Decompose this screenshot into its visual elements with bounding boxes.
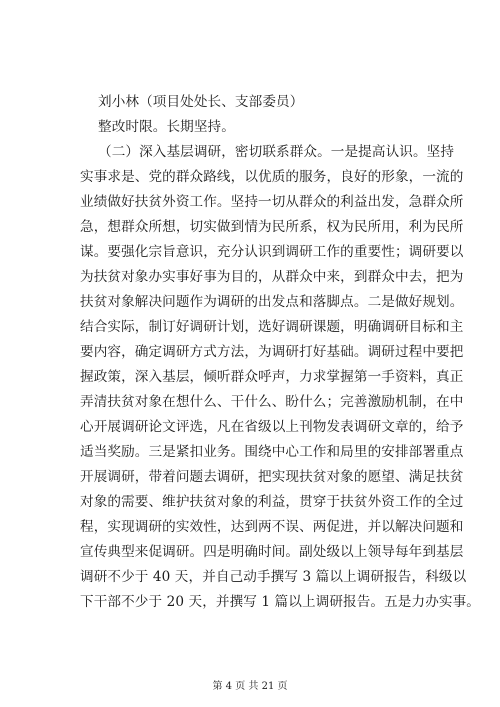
paragraph-line: 握政策，深入基层，倾听群众呼声，力求掌握第一手资料，真正	[80, 369, 464, 385]
paragraph-line: 适当奖励。三是紧扣业务。围绕中心工作和局里的安排部署重点	[80, 444, 464, 460]
paragraph-line: 业绩做好扶贫外资工作。坚持一切从群众的利益出发，急群众所	[80, 194, 464, 210]
paragraph-line: 弄清扶贫对象在想什么、干什么、盼什么；完善激励机制，在中	[80, 394, 464, 410]
paragraph-line: 扶贫对象解决问题作为调研的出发点和落脚点。二是做好规划。	[80, 294, 464, 310]
paragraph-line: 急，想群众所想，切实做到情为民所系，权为民所用，利为民所	[80, 219, 464, 235]
deadline-line: 整改时限。长期坚持。	[98, 119, 235, 135]
section-heading-line: （二）深入基层调研，密切联系群众。一是提高认识。坚持	[98, 144, 455, 160]
paragraph-line: 实事求是、党的群众路线，以优质的服务，良好的形象，一流的	[80, 169, 464, 185]
responsible-person-line: 刘小林（项目处处长、支部委员）	[98, 94, 304, 110]
page-number-footer: 第 4 页 共 21 页	[212, 681, 288, 692]
paragraph-line: 调研不少于 40 天，并自己动手撰写 3 篇以上调研报告，科级以	[80, 569, 467, 585]
paragraph-line: 开展调研，带着问题去调研，把实现扶贫对象的愿望、满足扶贫	[80, 469, 464, 485]
paragraph-line: 结合实际，制订好调研计划，选好调研课题，明确调研目标和主	[80, 319, 464, 335]
paragraph-line: 下干部不少于 20 天，并撰写 1 篇以上调研报告。五是力办实事。	[80, 594, 480, 610]
paragraph-line: 谋。要强化宗旨意识，充分认识到调研工作的重要性；调研要以	[80, 244, 464, 260]
paragraph-line: 程，实现调研的实效性，达到两不误、两促进，并以解决问题和	[80, 519, 464, 535]
paragraph-line: 对象的需要、维护扶贫对象的利益，贯穿于扶贫外资工作的全过	[80, 494, 464, 510]
paragraph-line: 为扶贫对象办实事好事为目的，从群众中来，到群众中去，把为	[80, 269, 464, 285]
paragraph-line: 要内容，确定调研方式方法，为调研打好基础。调研过程中要把	[80, 344, 464, 360]
paragraph-line: 心开展调研论文评选，凡在省级以上刊物发表调研文章的，给予	[80, 419, 464, 435]
paragraph-line: 宣传典型来促调研。四是明确时间。副处级以上领导每年到基层	[80, 544, 464, 560]
